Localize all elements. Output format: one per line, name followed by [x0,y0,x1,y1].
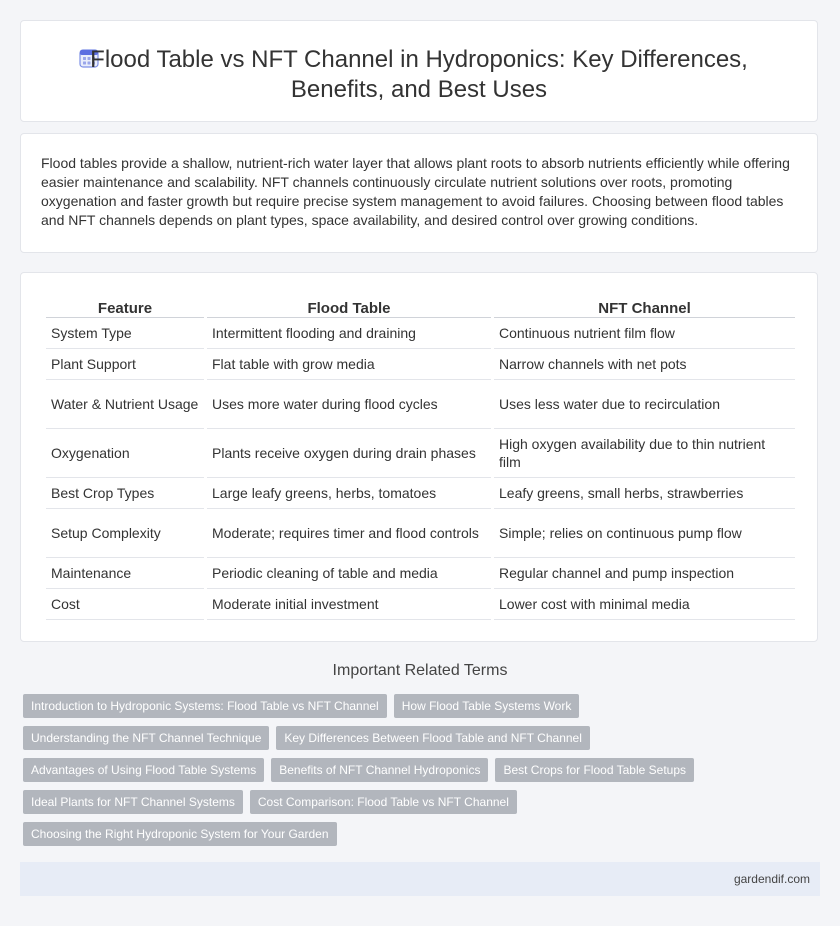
related-term-tag[interactable]: Introduction to Hydroponic Systems: Flood Table vs NFT Channel [23,694,387,718]
cell-nft-channel: Narrow channels with net pots [494,349,795,380]
related-term-tag[interactable]: How Flood Table Systems Work [394,694,580,718]
table-header-row [46,293,795,318]
page-title-line-1: Flood Table vs NFT Channel in Hydroponics: Key Differences, [90,46,748,73]
cell-nft-channel: Lower cost with minimal media [494,589,795,620]
cell-feature: Best Crop Types [46,478,204,509]
cell-nft-channel: Simple; relies on continuous pump flow [494,509,795,558]
table-row [46,558,795,589]
table-row [46,429,795,478]
cell-flood-table: Moderate; requires timer and flood controls [207,509,491,558]
cell-feature: Plant Support [46,349,204,380]
comparison-table-card [20,272,818,642]
cell-flood-table: Intermittent flooding and draining [207,318,491,349]
cell-feature: Setup Complexity [46,509,204,558]
related-term-tag[interactable]: Key Differences Between Flood Table and NFT Channel [276,726,590,750]
cell-flood-table: Periodic cleaning of table and media [207,558,491,589]
table-row [46,478,795,509]
table-row [46,380,795,429]
footer-site-link[interactable]: gardendif.com [733,872,810,886]
page-title [21,45,817,105]
related-term-tag[interactable]: Cost Comparison: Flood Table vs NFT Channel [250,790,517,814]
cell-flood-table: Flat table with grow media [207,349,491,380]
summary-card [20,133,818,253]
footer [20,862,820,896]
cell-feature: Oxygenation [46,429,204,478]
cell-nft-channel: Uses less water due to recirculation [494,380,795,429]
related-term-tag[interactable]: Best Crops for Flood Table Setups [495,758,694,782]
page-title-line-2: Benefits, and Best Uses [290,76,548,103]
header-feature: Feature [46,293,204,318]
cell-flood-table: Uses more water during flood cycles [207,380,491,429]
cell-nft-channel: Continuous nutrient film flow [494,318,795,349]
related-terms-list [23,694,703,854]
related-term-tag[interactable]: Choosing the Right Hydroponic System for Your Garden [23,822,337,846]
table-row [46,509,795,558]
header-nft-channel: NFT Channel [494,293,795,318]
cell-feature: System Type [46,318,204,349]
header-flood-table: Flood Table [207,293,491,318]
related-term-tag[interactable]: Benefits of NFT Channel Hydroponics [271,758,488,782]
cell-nft-channel: High oxygen availability due to thin nutrient film [494,429,795,478]
related-terms-title: Important Related Terms [332,662,508,679]
summary-text: Flood tables provide a shallow, nutrient-rich water layer that allows plant roots to absorb nutrients efficiently while offering easier maintenance and scalability. NFT channels continuously circulate nutrient solutions over roots, promoting oxygenation and faster growth but require precise system management to avoid failures. Choosing between flood tables and NFT channels depends on plant types, space availability, and desired control over growing conditions. [41,155,790,228]
cell-feature: Water & Nutrient Usage [46,380,204,429]
related-term-tag[interactable]: Understanding the NFT Channel Technique [23,726,269,750]
header-card [20,20,818,122]
cell-nft-channel: Regular channel and pump inspection [494,558,795,589]
related-term-tag[interactable]: Advantages of Using Flood Table Systems [23,758,264,782]
cell-flood-table: Large leafy greens, herbs, tomatoes [207,478,491,509]
cell-flood-table: Moderate initial investment [207,589,491,620]
table-row [46,589,795,620]
cell-feature: Cost [46,589,204,620]
table-row [46,318,795,349]
cell-nft-channel: Leafy greens, small herbs, strawberries [494,478,795,509]
comparison-table [43,293,798,620]
related-term-tag[interactable]: Ideal Plants for NFT Channel Systems [23,790,243,814]
table-row [46,349,795,380]
cell-flood-table: Plants receive oxygen during drain phases [207,429,491,478]
cell-feature: Maintenance [46,558,204,589]
